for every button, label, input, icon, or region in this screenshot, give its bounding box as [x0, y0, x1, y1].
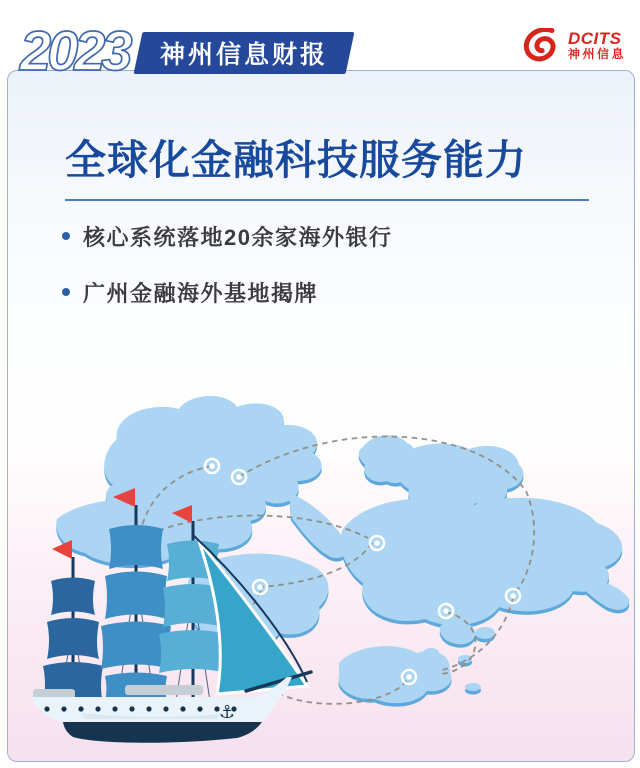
- anchor-icon: ⚓: [219, 702, 236, 722]
- bullet-text: 核心系统落地20余家海外银行: [83, 225, 393, 250]
- bullet-list: [62, 221, 392, 333]
- dcits-swirl-icon: [523, 28, 563, 62]
- ship-sails-mid: [101, 525, 171, 701]
- title-divider: [65, 199, 589, 201]
- dcits-logo: [523, 28, 626, 62]
- bullet-text: 广州金融海外基地揭牌: [83, 281, 319, 306]
- logo-text: [568, 30, 626, 60]
- ship-sails-dark: [43, 578, 103, 704]
- content-card: [7, 70, 635, 762]
- year-text: 2023: [20, 19, 129, 82]
- bullet-dot: [62, 232, 70, 240]
- badge-label: 神州信息财报: [160, 41, 329, 69]
- bullet-dot: [62, 288, 70, 296]
- logo-brand-cn: 神州信息: [567, 46, 626, 61]
- report-badge: [134, 32, 355, 74]
- ship-keel: [63, 722, 262, 743]
- logo-brand: DCITS: [567, 28, 622, 48]
- page-title: 全球化金融科技服务能力: [65, 137, 527, 183]
- world-map-illustration: [21, 381, 635, 761]
- year-outline: [16, 18, 148, 84]
- list-item: [62, 221, 392, 252]
- list-item: [62, 277, 392, 308]
